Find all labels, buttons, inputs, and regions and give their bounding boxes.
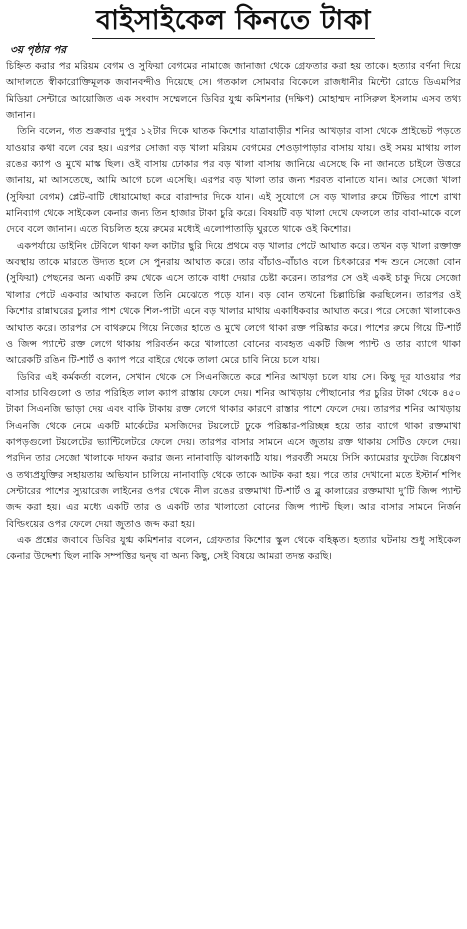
article-body: [6, 59, 461, 566]
headline: বাইসাইকেল কিনতে টাকা: [92, 4, 375, 39]
article-paragraph: তিনি বলেন, গত শুক্রবার দুপুর ১২টার দিকে ঘাতক কিশোর যাত্রাবাড়ীর শনির আখড়ার বাসা থেকে প্রাইভেট পড়তে যাওয়ার কথা বলে বের হয়। এরপর সোজা বড় খালা মরিয়ম বেগমের শেওড়াপাড়ার বাসায় যায়। ওই সময় মাথায় লাল রঙের ক্যাপ ও মুখে মাস্ক ছিল। ওই বাসায় ঢোকার পর বড় খালা বাসায় জানিয়ে এসেছে কি না জানতে চাইলে উত্তরে জানায়, মা আসতেছে, আমি আগে চলে এসেছি। এরপর বড় খালা তার জন্য শরবত বানাতে যান। আর সেজো খালা (সুফিয়া বেগম) প্লেট-বাটি ধোয়ামোছা করে বারান্দার দিকে যান। এই সুযোগে সে বড় খালার রুমে টিভির পাশে রাখা মানিব্যাগ থেকে সাইকেল কেনার জন্য তিন হাজার টাকা চুরি করে। বিষয়টি বড় খালা দেখে ফেললে তার বাবা-মাকে বলে দেবে বলে জানান। এতে বিচলিত হয়ে রুমের মধ্যেই এলোপাতাড়ি ঘুরতে থাকে ওই কিশোর।: [6, 126, 461, 236]
headline-container: [6, 0, 461, 39]
article-paragraph: ডিবির এই কর্মকর্তা বলেন, সেখান থেকে সে সিএনজিতে করে শনির আখড়া চলে যায় সে। কিছু দূর যাওয়ার পর বাসার চাবিগুলো ও তার পরিহিত লাল ক্যাপ রাস্তায় ফেলে দেয়। শনির আখড়ায় পৌছানোর পর চুরির টাকা থেকে ৪৫০ টাকা সিএনজি ভাড়া দেয় এবং বাকি টাকায় রক্ত লেগে থাকার কারণে রাস্তার পাশে ফেলে দেয়। তারপর শনির আখড়ায় সিএনজি থেকে নেমে একটি মার্কেটের মসজিদের টয়লেটে ঢুকে পরিষ্কার-পরিচ্ছন্ন হয়ে তার ব্যাগে থাকা রক্তমাখা কাপড়গুলো টয়লেটের ভ্যান্টিলেটরে ফেলে দেয়। তারপর বাসার সামনে এসে জুতায় রক্ত থাকায় সেটিও ফেলে দেয়। পরদিন তার সেজো খালাকে দাফন করার জন্য নানাবাড়ি ঝালকাঠি যায়। পরবর্তী সময়ে সিসি ক্যামেরার ফুটেজ বিশ্লেষণ ও তথ্যপ্রযুক্তির সহায়তায় অভিযান চালিয়ে নানাবাড়ি থেকে তাকে আটক করা হয়। পরে তার দেখানো মতে ইস্টার্ন শপিং সেন্টারের পাশের স্যুয়ারেজ লাইনের ওপর থেকে নীল রঙের রক্তমাখা টি-শার্ট ও ব্লু কালারের রক্তমাখা দু’টি জিন্স প্যান্ট জব্দ করা হয়। এর মধ্যে একটি তার ও একটি তার খালাতো বোনের জিন্স প্যান্ট ছিল। আর বাসার সামনে নির্জন বিল্ডিংয়ের ওপর ফেলে দেয়া জুতাও জব্দ করা হয়।: [6, 371, 461, 530]
article-paragraph: একপর্যায়ে ডাইনিং টেবিলে থাকা ফল কাটার ছুরি দিয়ে প্রথমে বড় খালার পেটে আঘাত করে। তখন বড় খালা রক্তাক্ত অবস্থায় তাকে মারতে উদ্যত হলে সে পুনরায় আঘাত করে। তার বাঁচাও-বাঁচাও বলে চিৎকারের শব্দ শুনে সেজো বোন (সুফিয়া) পেছনের অন্য একটি রুম থেকে এসে তাকে বাধা দেয়ার চেষ্টা করেন। তারপর সে ওই একই চাকু দিয়ে সেজো খালার পেটে একবার আঘাত করলে তিনি মেঝেতে পড়ে যান। বড় বোন তখনো চিল্লাচিল্লি করছিলেন। তারপর ওই কিশোর রান্নাঘরের চুলার পাশ থেকে শিল-পাটা এনে বড় খালার মাথায় একাধিকবার আঘাত করে। পরে সেজো খালাকেও আঘাত করে। তারপর সে বাথরুমে গিয়ে নিজের হাতে ও মুখে লেগে থাকা রক্ত পরিষ্কার করে। পাশের রুমে গিয়ে টি-শার্ট ও জিন্স প্যান্টে রক্ত লেগে থাকায় পরিবর্তন করে খালাতো বোনের ব্যবহৃত একটি জিন্স প্যান্ট ও তার ব্যাগে থাকা আরেকটি রঙিন টি-শার্ট ও ক্যাপ পরে বাইরে থেকে তালা মেরে চাবি নিয়ে চলে যায়।: [6, 240, 461, 367]
article-paragraph: এক প্রশ্নের জবাবে ডিবির যুগ্ম কমিশনার বলেন, গ্রেফতার কিশোর স্কুল থেকে বহিষ্কৃত। হত্যার ঘটনায় শুধু সাইকেল কেনার উদ্দেশ্য ছিল নাকি সম্পত্তির দ্বন্দ্ব বা অন্য কিছু, সেই বিষয়ে আমরা তদন্ত করছি।: [6, 534, 461, 563]
article-paragraph: চিহ্নিত করার পর মরিয়ম বেগম ও সুফিয়া বেগমের নামাজে জানাজা থেকে গ্রেফতার করা হয় তাকে। হত্যার বর্ণনা দিয়ে আদালতে স্বীকারোক্তিমূলক জবানবন্দীও দিয়েছে সে। গতকাল সোমবার বিকেলে রাজধানীর মিন্টো রোডে ডিএমপির মিডিয়া সেন্টারে আয়োজিত এক সংবাদ সম্মেলনে ডিবির যুগ্ম কমিশনার (দক্ষিণ) মোহাম্মদ নাসিরুল ইসলাম এসব তথ্য জানান।: [6, 61, 461, 122]
continued-from-label: ৩য় পৃষ্ঠার পর: [10, 44, 67, 56]
